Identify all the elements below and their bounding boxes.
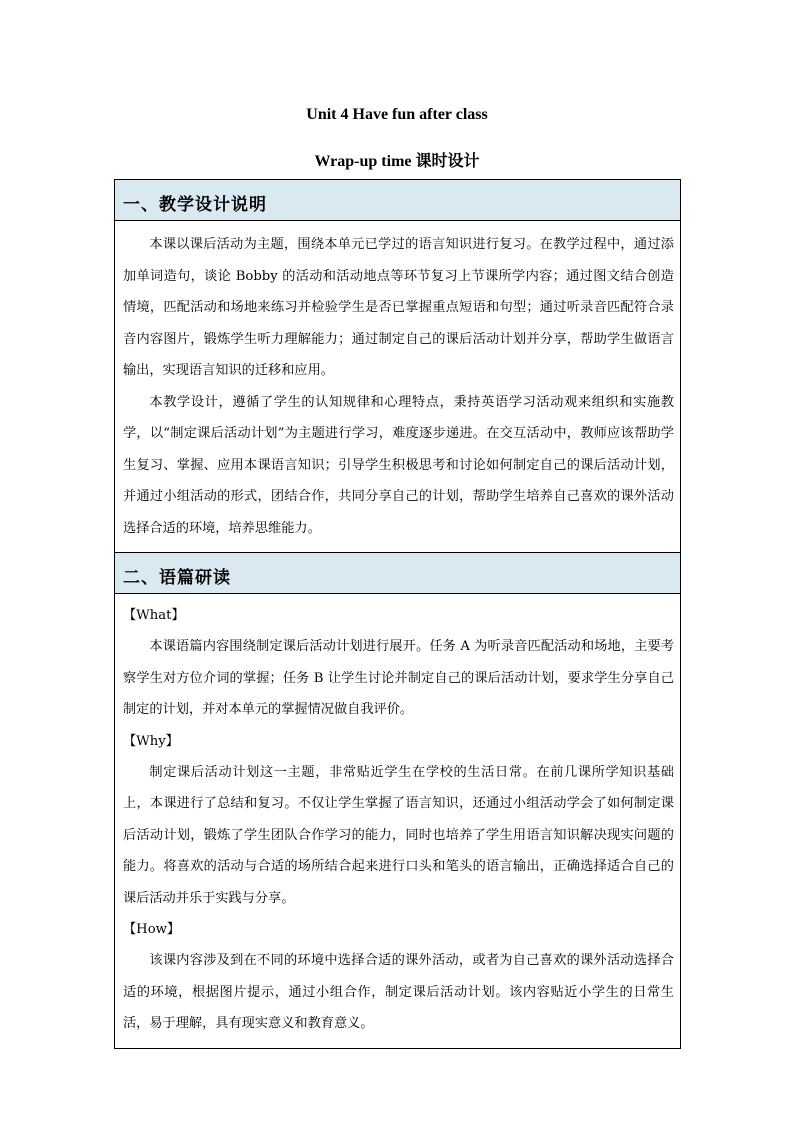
document-title: Unit 4 Have fun after class xyxy=(306,106,488,123)
what-paragraph: 本课语篇内容围绕制定课后活动计划进行展开。任务 A 为听录音匹配活动和场地，主要考察学生对方位介词的掌握；任务 B 让学生讨论并制定自己的课后活动计划，要求学生分享自己制定的计划，并对本单元的掌握情况做自我评价。 xyxy=(123,639,674,717)
why-paragraph: 制定课后活动计划这一主题，非常贴近学生在学校的生活日常。在前几课所学知识基础上，本课进行了总结和复习。不仅让学生掌握了语言知识，还通过小组活动学会了如何制定课后活动计划，锻炼了学生团队合作学习的能力，同时也培养了学生用语言知识解决现实问题的能力。将喜欢的活动与合适的场所结合起来进行口头和笔头的语言输出，正确选择适合自己的课后活动并乐于实践与分享。 xyxy=(123,764,674,906)
section2-body-cell xyxy=(115,594,681,1049)
section1-body-cell xyxy=(115,221,681,553)
what-tag: 【What】 xyxy=(123,608,185,623)
why-tag: 【Why】 xyxy=(123,733,179,749)
section1-heading: 一、教学设计说明 xyxy=(123,195,267,215)
section1-paragraph-2: 本教学设计，遵循了学生的认知规律和心理特点，秉持英语学习活动观来组织和实施教学，以“制定课后活动计划”为主题进行学习，难度逐步递进。在交互活动中，教师应该帮助学生复习、掌握、应用本课语言知识；引导学生积极思考和讨论如何制定自己的课后活动计划，并通过小组活动的形式，团结合作，共同分享自己的计划，帮助学生培养自己喜欢的课外活动选择合适的环境，培养思维能力。 xyxy=(123,394,674,536)
lesson-design-table xyxy=(114,179,681,1049)
document-subtitle: Wrap-up time 课时设计 xyxy=(314,153,480,170)
section1-paragraph-1: 本课以课后活动为主题，围绕本单元已学过的语言知识进行复习。在教学过程中，通过添加单词造句，谈论 Bobby 的活动和活动地点等环节复习上节课所学内容；通过图文结合创造情境，匹配活动和场地来练习并检验学生是否已掌握重点短语和句型；通过听录音匹配符合录音内容图片，锻炼学生听力理解能力；通过制定自己的课后活动计划并分享，帮助学生做语言输出，实现语言知识的迁移和应用。 xyxy=(123,237,674,378)
section2-heading: 二、语篇研读 xyxy=(123,568,231,588)
section1-header-cell xyxy=(115,180,681,221)
how-tag: 【How】 xyxy=(123,922,181,937)
section2-header-cell xyxy=(115,553,681,594)
how-paragraph: 该课内容涉及到在不同的环境中选择合适的课外活动，或者为自己喜欢的课外活动选择合适的环境，根据图片提示，通过小组合作，制定课后活动计划。该内容贴近小学生的日常生活，易于理解，具有现实意义和教育意义。 xyxy=(123,953,674,1031)
